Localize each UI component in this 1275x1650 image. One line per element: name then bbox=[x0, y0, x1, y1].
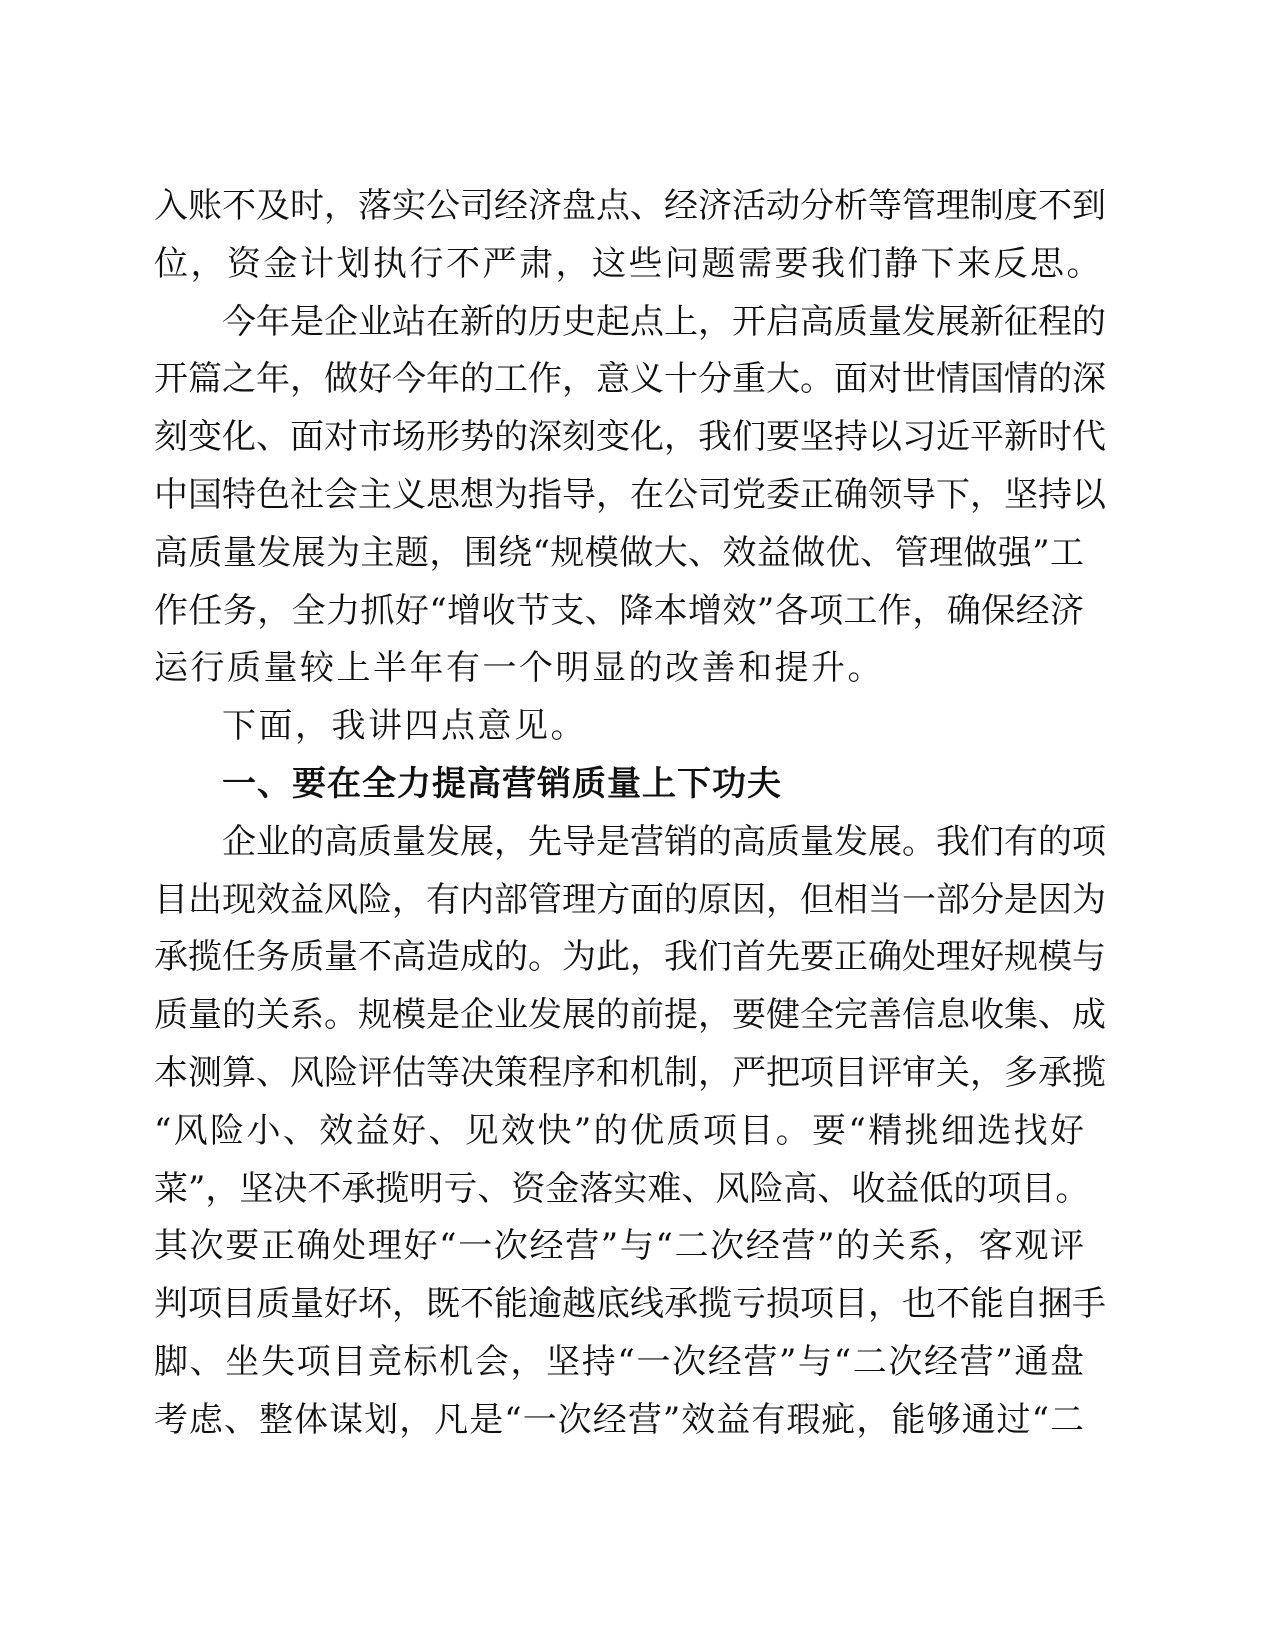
text-line: 运行质量较上半年有一个明显的改善和提升。 bbox=[154, 648, 884, 689]
paragraph-first-line: 下面，我讲四点意见。 bbox=[222, 706, 587, 747]
text-line: 入账不及时，落实公司经济盘点、经济活动分析等管理制度不到 bbox=[154, 186, 1106, 226]
text-line: 高质量发展为主题，围绕“规模做大、效益做优、管理做强”工 bbox=[154, 532, 1084, 573]
text-line: 脚、坐失项目竞标机会，坚持“一次经营”与“二次经营”通盘 bbox=[154, 1341, 1084, 1382]
text-line: 位，资金计划执行不严肃，这些问题需要我们静下来反思。 bbox=[154, 243, 1103, 284]
text-line: 菜”，坚决不承揽明亏、资金落实难、风险高、收益低的项目。 bbox=[154, 1168, 1090, 1209]
text-line: 承揽任务质量不高造成的。为此，我们首先要正确处理好规模与 bbox=[154, 937, 1106, 978]
text-line: 本测算、风险评估等决策程序和机制，严把项目评审关，多承揽 bbox=[154, 1052, 1106, 1093]
section-heading: 一、要在全力提高营销质量上下功夫 bbox=[222, 763, 782, 804]
text-line: 质量的关系。规模是企业发展的前提，要健全完善信息收集、成 bbox=[154, 995, 1106, 1036]
text-line: 中国特色社会主义思想为指导，在公司党委正确领导下，坚持以 bbox=[154, 474, 1106, 515]
paragraph-first-line: 今年是企业站在新的历史起点上，开启高质量发展新征程的 bbox=[222, 301, 1106, 342]
text-line: “风险小、效益好、见效快”的优质项目。要“精挑细选找好 bbox=[154, 1110, 1084, 1151]
text-line: 作任务，全力抓好“增收节支、降本增效”各项工作，确保经济 bbox=[154, 590, 1084, 631]
paragraph-first-line: 企业的高质量发展，先导是营销的高质量发展。我们有的项 bbox=[222, 821, 1106, 862]
text-line: 开篇之年，做好今年的工作，意义十分重大。面对世情国情的深 bbox=[154, 359, 1106, 400]
document-body bbox=[154, 178, 1106, 1450]
text-line: 考虑、整体谋划，凡是“一次经营”效益有瑕疵，能够通过“二 bbox=[154, 1399, 1084, 1440]
text-line: 判项目质量好坏，既不能逾越底线承揽亏损项目，也不能自捆手 bbox=[154, 1284, 1106, 1325]
text-line: 其次要正确处理好“一次经营”与“二次经营”的关系，客观评 bbox=[154, 1226, 1084, 1267]
text-line: 目出现效益风险，有内部管理方面的原因，但相当一部分是因为 bbox=[154, 879, 1106, 920]
text-line: 刻变化、面对市场形势的深刻变化，我们要坚持以习近平新时代 bbox=[154, 417, 1106, 458]
